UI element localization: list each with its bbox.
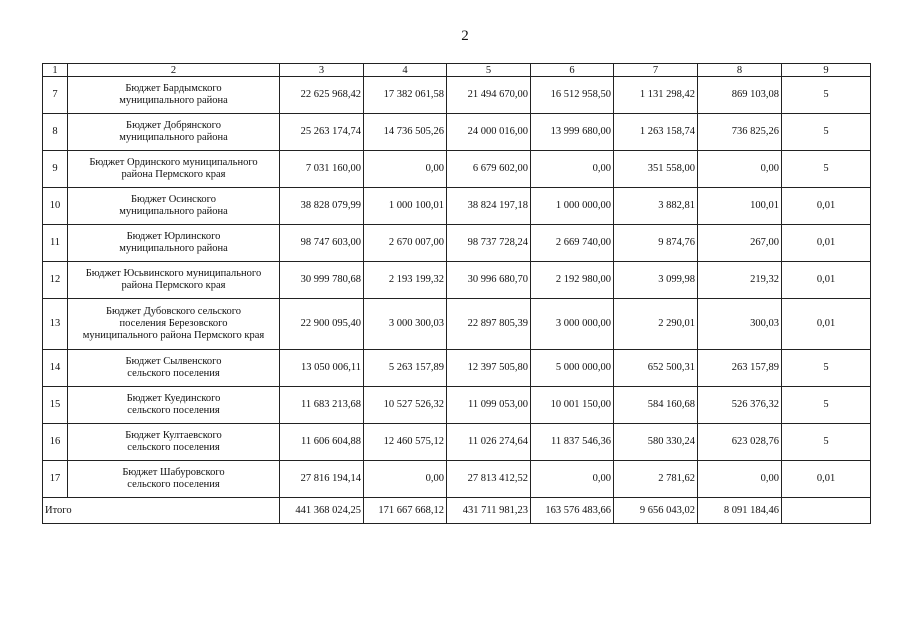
amount-cell-c7: 1 131 298,42 xyxy=(614,77,698,114)
budget-name xyxy=(68,299,280,350)
column-header: 8 xyxy=(698,64,782,77)
amount-cell-c8: 0,00 xyxy=(698,151,782,188)
amount-cell-c3: 30 999 780,68 xyxy=(280,262,364,299)
row-index: 10 xyxy=(43,188,68,225)
table-row xyxy=(43,151,871,188)
budget-name-line: Бюджет Добрянского xyxy=(126,120,221,131)
amount-cell-c8: 300,03 xyxy=(698,299,782,350)
amount-cell-c5: 6 679 602,00 xyxy=(447,151,531,188)
amount-cell-c7: 584 160,68 xyxy=(614,387,698,424)
budget-name xyxy=(68,387,280,424)
amount-cell-c7: 652 500,31 xyxy=(614,350,698,387)
amount-cell-c8: 100,01 xyxy=(698,188,782,225)
column-header: 7 xyxy=(614,64,698,77)
row-index: 12 xyxy=(43,262,68,299)
amount-cell-c5: 30 996 680,70 xyxy=(447,262,531,299)
page-number: 2 xyxy=(461,28,469,44)
rate-cell: 5 xyxy=(782,114,871,151)
amount-cell-c4: 10 527 526,32 xyxy=(364,387,447,424)
budget-name-line: Бюджет Куединского xyxy=(126,393,221,404)
amount-cell-c4: 0,00 xyxy=(364,151,447,188)
budget-name-line: поселения Березовского xyxy=(119,318,228,329)
amount-cell-c4: 2 193 199,32 xyxy=(364,262,447,299)
rate-cell: 5 xyxy=(782,387,871,424)
amount-cell-c6: 3 000 000,00 xyxy=(531,299,614,350)
budget-name xyxy=(68,151,280,188)
amount-cell-c5: 24 000 016,00 xyxy=(447,114,531,151)
amount-cell-c3: 7 031 160,00 xyxy=(280,151,364,188)
amount-cell-c3: 13 050 006,11 xyxy=(280,350,364,387)
budget-name xyxy=(68,114,280,151)
budget-name-line: Бюджет Ординского муниципального xyxy=(89,157,258,168)
column-header: 2 xyxy=(68,64,280,77)
amount-cell-c4: 5 263 157,89 xyxy=(364,350,447,387)
budget-name-line: муниципального района xyxy=(119,243,228,254)
amount-cell-c3: 27 816 194,14 xyxy=(280,461,364,498)
rate-cell: 0,01 xyxy=(782,299,871,350)
amount-cell-c4: 3 000 300,03 xyxy=(364,299,447,350)
amount-cell-c5: 98 737 728,24 xyxy=(447,225,531,262)
table-row xyxy=(43,188,871,225)
budget-name xyxy=(68,424,280,461)
budget-name-line: района Пермского края xyxy=(121,169,226,180)
amount-cell-c6: 13 999 680,00 xyxy=(531,114,614,151)
amount-cell-c3: 25 263 174,74 xyxy=(280,114,364,151)
amount-cell-c6: 2 669 740,00 xyxy=(531,225,614,262)
budget-name-line: муниципального района Пермского края xyxy=(82,330,265,341)
amount-cell-c6: 16 512 958,50 xyxy=(531,77,614,114)
budget-name xyxy=(68,77,280,114)
budget-name-line: муниципального района xyxy=(119,132,228,143)
budget-name xyxy=(68,350,280,387)
amount-cell-c5: 11 026 274,64 xyxy=(447,424,531,461)
amount-cell-c8: 623 028,76 xyxy=(698,424,782,461)
amount-cell-c4: 2 670 007,00 xyxy=(364,225,447,262)
row-index: 9 xyxy=(43,151,68,188)
row-index: 14 xyxy=(43,350,68,387)
budget-name xyxy=(68,225,280,262)
table-row xyxy=(43,461,871,498)
amount-cell-c4: 14 736 505,26 xyxy=(364,114,447,151)
amount-cell-c3: 22 625 968,42 xyxy=(280,77,364,114)
column-header: 6 xyxy=(531,64,614,77)
budget-name-line: Бюджет Осинского xyxy=(131,194,216,205)
table-row xyxy=(43,262,871,299)
rate-cell: 0,01 xyxy=(782,188,871,225)
amount-cell-c7: 3 099,98 xyxy=(614,262,698,299)
amount-cell-c3: 11 606 604,88 xyxy=(280,424,364,461)
budget-name-line: Бюджет Култаевского xyxy=(125,430,222,441)
table-row xyxy=(43,387,871,424)
row-index: 16 xyxy=(43,424,68,461)
amount-cell-c5: 12 397 505,80 xyxy=(447,350,531,387)
budget-name-line: сельского поселения xyxy=(127,479,220,490)
budget-name-line: сельского поселения xyxy=(127,442,220,453)
amount-cell-c5: 11 099 053,00 xyxy=(447,387,531,424)
amount-cell-c4: 12 460 575,12 xyxy=(364,424,447,461)
budget-name-line: Бюджет Сылвенского xyxy=(125,356,222,367)
row-index: 8 xyxy=(43,114,68,151)
budget-name-line: Бюджет Шабуровского xyxy=(122,467,225,478)
amount-cell-c5: 27 813 412,52 xyxy=(447,461,531,498)
total-cell-c9 xyxy=(782,498,871,524)
total-cell-c4: 171 667 668,12 xyxy=(364,498,447,524)
amount-cell-c3: 11 683 213,68 xyxy=(280,387,364,424)
total-cell-c5: 431 711 981,23 xyxy=(447,498,531,524)
amount-cell-c5: 22 897 805,39 xyxy=(447,299,531,350)
amount-cell-c3: 22 900 095,40 xyxy=(280,299,364,350)
budget-name-line: муниципального района xyxy=(119,206,228,217)
budget-name-line: муниципального района xyxy=(119,95,228,106)
table-row xyxy=(43,114,871,151)
amount-cell-c8: 736 825,26 xyxy=(698,114,782,151)
rate-cell: 0,01 xyxy=(782,225,871,262)
rate-cell: 0,01 xyxy=(782,262,871,299)
amount-cell-c8: 526 376,32 xyxy=(698,387,782,424)
column-header: 1 xyxy=(43,64,68,77)
budget-name-line: Бюджет Дубовского сельского xyxy=(105,306,242,317)
budget-name-line: Бюджет Бардымского xyxy=(125,83,222,94)
amount-cell-c3: 98 747 603,00 xyxy=(280,225,364,262)
budget-name-line: сельского поселения xyxy=(127,405,220,416)
total-label: Итого xyxy=(43,498,280,524)
amount-cell-c6: 0,00 xyxy=(531,461,614,498)
amount-cell-c6: 1 000 000,00 xyxy=(531,188,614,225)
amount-cell-c8: 0,00 xyxy=(698,461,782,498)
row-index: 15 xyxy=(43,387,68,424)
amount-cell-c6: 5 000 000,00 xyxy=(531,350,614,387)
amount-cell-c8: 263 157,89 xyxy=(698,350,782,387)
amount-cell-c7: 580 330,24 xyxy=(614,424,698,461)
rate-cell: 5 xyxy=(782,77,871,114)
amount-cell-c6: 11 837 546,36 xyxy=(531,424,614,461)
table-row xyxy=(43,350,871,387)
amount-cell-c8: 267,00 xyxy=(698,225,782,262)
amount-cell-c7: 3 882,81 xyxy=(614,188,698,225)
rate-cell: 0,01 xyxy=(782,461,871,498)
table-row xyxy=(43,77,871,114)
column-header: 9 xyxy=(782,64,871,77)
amount-cell-c7: 2 781,62 xyxy=(614,461,698,498)
amount-cell-c8: 869 103,08 xyxy=(698,77,782,114)
amount-cell-c8: 219,32 xyxy=(698,262,782,299)
amount-cell-c7: 2 290,01 xyxy=(614,299,698,350)
row-index: 13 xyxy=(43,299,68,350)
row-index: 7 xyxy=(43,77,68,114)
budget-name xyxy=(68,188,280,225)
amount-cell-c3: 38 828 079,99 xyxy=(280,188,364,225)
rate-cell: 5 xyxy=(782,350,871,387)
amount-cell-c4: 17 382 061,58 xyxy=(364,77,447,114)
table-row xyxy=(43,225,871,262)
amount-cell-c7: 9 874,76 xyxy=(614,225,698,262)
amount-cell-c4: 1 000 100,01 xyxy=(364,188,447,225)
amount-cell-c6: 0,00 xyxy=(531,151,614,188)
budget-name-line: района Пермского края xyxy=(121,280,226,291)
amount-cell-c5: 38 824 197,18 xyxy=(447,188,531,225)
budget-name-line: Бюджет Юсьвинского муниципального xyxy=(85,268,262,279)
total-row xyxy=(43,498,871,524)
column-number-row xyxy=(43,64,871,77)
amount-cell-c6: 10 001 150,00 xyxy=(531,387,614,424)
column-header: 3 xyxy=(280,64,364,77)
budget-name xyxy=(68,262,280,299)
amount-cell-c7: 1 263 158,74 xyxy=(614,114,698,151)
column-header: 4 xyxy=(364,64,447,77)
row-index: 11 xyxy=(43,225,68,262)
total-cell-c6: 163 576 483,66 xyxy=(531,498,614,524)
budget-name xyxy=(68,461,280,498)
rate-cell: 5 xyxy=(782,151,871,188)
column-header: 5 xyxy=(447,64,531,77)
budget-name-line: сельского поселения xyxy=(127,368,220,379)
amount-cell-c7: 351 558,00 xyxy=(614,151,698,188)
budget-table xyxy=(42,63,871,524)
total-cell-c3: 441 368 024,25 xyxy=(280,498,364,524)
row-index: 17 xyxy=(43,461,68,498)
amount-cell-c4: 0,00 xyxy=(364,461,447,498)
table-body xyxy=(43,64,871,524)
total-cell-c7: 9 656 043,02 xyxy=(614,498,698,524)
rate-cell: 5 xyxy=(782,424,871,461)
table-row xyxy=(43,424,871,461)
amount-cell-c6: 2 192 980,00 xyxy=(531,262,614,299)
table-row xyxy=(43,299,871,350)
total-cell-c8: 8 091 184,46 xyxy=(698,498,782,524)
budget-name-line: Бюджет Юрлинского xyxy=(126,231,221,242)
amount-cell-c5: 21 494 670,00 xyxy=(447,77,531,114)
